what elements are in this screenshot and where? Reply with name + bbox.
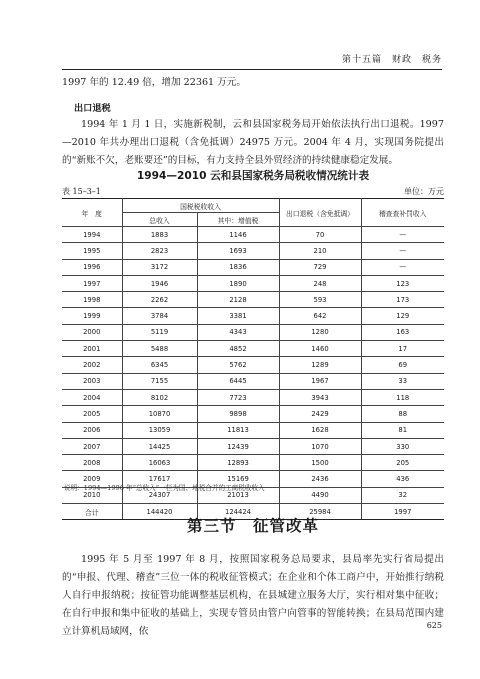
table-cell: 合计 <box>62 504 122 520</box>
table-cell: 1946 <box>122 275 197 291</box>
table-cell: 3172 <box>122 259 197 275</box>
table-row <box>62 227 444 243</box>
table-cell: 3381 <box>197 308 279 324</box>
table-cell: 2009 <box>62 471 122 487</box>
table-row <box>62 324 444 340</box>
table-cell: 1146 <box>197 227 279 243</box>
table-cell: 205 <box>361 455 444 471</box>
page-number: 625 <box>426 621 442 630</box>
table-row <box>62 341 444 357</box>
header-year: 年 度 <box>62 199 122 227</box>
table-cell: 1460 <box>279 341 361 357</box>
table-cell: 2429 <box>279 406 361 422</box>
table-cell: — <box>361 227 444 243</box>
table-cell: 1836 <box>197 259 279 275</box>
table-cell: 123 <box>361 275 444 291</box>
subheading-export-rebate: 出口退税 <box>74 103 111 114</box>
table-cell: 144420 <box>122 504 197 520</box>
paragraph-continuation: 1997 年的 12.49 倍，增加 22361 万元。 <box>62 77 246 88</box>
table-cell: 729 <box>279 259 361 275</box>
table-cell: 69 <box>361 357 444 373</box>
table-cell: — <box>361 243 444 259</box>
table-cell: 124424 <box>197 504 279 520</box>
table-cell: 1997 <box>361 504 444 520</box>
table-cell: 129 <box>361 308 444 324</box>
table-row <box>62 292 444 308</box>
table-meta <box>62 186 444 197</box>
table-cell: 13059 <box>122 422 197 438</box>
table-cell: 25984 <box>279 504 361 520</box>
table-row <box>62 243 444 259</box>
table-cell: 7155 <box>122 373 197 389</box>
table-cell: 642 <box>279 308 361 324</box>
table-cell: 7723 <box>197 389 279 405</box>
table-cell: 3784 <box>122 308 197 324</box>
table-row <box>62 389 444 405</box>
table-cell: 21013 <box>197 487 279 503</box>
table-unit: 单位：万元 <box>404 187 444 196</box>
table-cell: 1999 <box>62 308 122 324</box>
table-cell: 330 <box>361 438 444 454</box>
table-cell: 14425 <box>122 438 197 454</box>
table-cell: 70 <box>279 227 361 243</box>
table-cell: 1967 <box>279 373 361 389</box>
paragraph-export-rebate: 1994 年 1 月 1 日，实施新税制，云和县国家税务局开始依法执行出口退税。1997—2010 年共办理出口退税（含免抵调）24975 万元。2004 年 4 月，实现国务院提出的“新账不欠，老账要还”的目标，有力支持全县外贸经济的持续健康稳定发展。 <box>62 119 444 166</box>
table-cell: 3943 <box>279 389 361 405</box>
table-cell: 2004 <box>62 389 122 405</box>
table-cell: 2010 <box>62 487 122 503</box>
header-vat: 其中：增值税 <box>197 213 279 227</box>
table-cell: 11813 <box>197 422 279 438</box>
table-cell: 2002 <box>62 357 122 373</box>
table-cell: 2001 <box>62 341 122 357</box>
table-cell: 17617 <box>122 471 197 487</box>
table-cell: 2436 <box>279 471 361 487</box>
table-cell: 1280 <box>279 324 361 340</box>
table-cell: 5762 <box>197 357 279 373</box>
table-cell: 15169 <box>197 471 279 487</box>
table-cell: 436 <box>361 471 444 487</box>
tax-statistics-table <box>62 198 444 520</box>
table-cell: 1883 <box>122 227 197 243</box>
table-cell: 2007 <box>62 438 122 454</box>
table-cell: 593 <box>279 292 361 308</box>
table-cell: 118 <box>361 389 444 405</box>
header-total-revenue: 总收入 <box>122 213 197 227</box>
table-cell: 8102 <box>122 389 197 405</box>
table-cell: 9898 <box>197 406 279 422</box>
table-cell: 4852 <box>197 341 279 357</box>
table-row <box>62 373 444 389</box>
table-cell: 5119 <box>122 324 197 340</box>
table-note: 说明：1994—1996 年“总收入”一栏为国、地税合并的工商税收收入 <box>64 484 265 492</box>
table-cell: 248 <box>279 275 361 291</box>
table-cell: 2003 <box>62 373 122 389</box>
table-cell: 10870 <box>122 406 197 422</box>
table-row <box>62 357 444 373</box>
table-cell: 2006 <box>62 422 122 438</box>
table-body <box>62 227 444 520</box>
table-cell: 4490 <box>279 487 361 503</box>
table-cell: 5488 <box>122 341 197 357</box>
table-cell: 173 <box>361 292 444 308</box>
table-row <box>62 422 444 438</box>
table-cell: 163 <box>361 324 444 340</box>
header-export-rebate: 出口退税（含免抵调） <box>279 199 361 227</box>
table-cell: 32 <box>361 487 444 503</box>
table-title: 1994—2010 云和县国家税务局税收情况统计表 <box>136 170 370 182</box>
table-cell: 210 <box>279 243 361 259</box>
table-row <box>62 455 444 471</box>
table-cell: 1693 <box>197 243 279 259</box>
table-row <box>62 438 444 454</box>
table-cell: 81 <box>361 422 444 438</box>
table-cell: 1628 <box>279 422 361 438</box>
table-cell: 2128 <box>197 292 279 308</box>
table-cell: 2008 <box>62 455 122 471</box>
table-number: 表 15–3–1 <box>62 187 101 196</box>
table-row <box>62 275 444 291</box>
table-cell: 6445 <box>197 373 279 389</box>
table-cell: 88 <box>361 406 444 422</box>
table-row <box>62 308 444 324</box>
table-cell: 17 <box>361 341 444 357</box>
table-cell: 24307 <box>122 487 197 503</box>
header-audit-revenue: 稽查查补罚收入 <box>361 199 444 227</box>
table-cell: — <box>361 259 444 275</box>
table-cell: 12893 <box>197 455 279 471</box>
table-row <box>62 406 444 422</box>
table-cell: 1998 <box>62 292 122 308</box>
table-cell: 1890 <box>197 275 279 291</box>
table-cell: 2005 <box>62 406 122 422</box>
table-cell: 1997 <box>62 275 122 291</box>
table-row <box>62 259 444 275</box>
table-cell: 6345 <box>122 357 197 373</box>
table-cell: 12439 <box>197 438 279 454</box>
section-paragraph: 1995 年 5 月至 1997 年 8 月，按照国家税务总局要求，县局率先实行省局提出的“申报、代理、稽查”三位一体的税收征管模式；在企业和个体工商户中，开始推行纳税人自行申报纳税；按征管功能调整基层机构，在县城建立服务大厅，实行相对集中征收；在自行申报和集中征收的基础上，实现专管员由管户向管事的智能转换；在县局范围内建立计算机局域网，依 <box>62 554 444 637</box>
table-cell: 2000 <box>62 324 122 340</box>
running-header: 第十五篇 财政 税务 <box>62 52 442 70</box>
table-cell: 4343 <box>197 324 279 340</box>
section-title: 第三节 征管改革 <box>186 517 319 535</box>
table-cell: 16063 <box>122 455 197 471</box>
table-cell: 2262 <box>122 292 197 308</box>
table-cell: 1994 <box>62 227 122 243</box>
table-cell: 1289 <box>279 357 361 373</box>
table-cell: 1995 <box>62 243 122 259</box>
header-national-tax-revenue: 国税税收收入 <box>122 199 279 213</box>
table-cell: 2823 <box>122 243 197 259</box>
table-cell: 33 <box>361 373 444 389</box>
table-cell: 1996 <box>62 259 122 275</box>
table-cell: 1500 <box>279 455 361 471</box>
table-cell: 1070 <box>279 438 361 454</box>
